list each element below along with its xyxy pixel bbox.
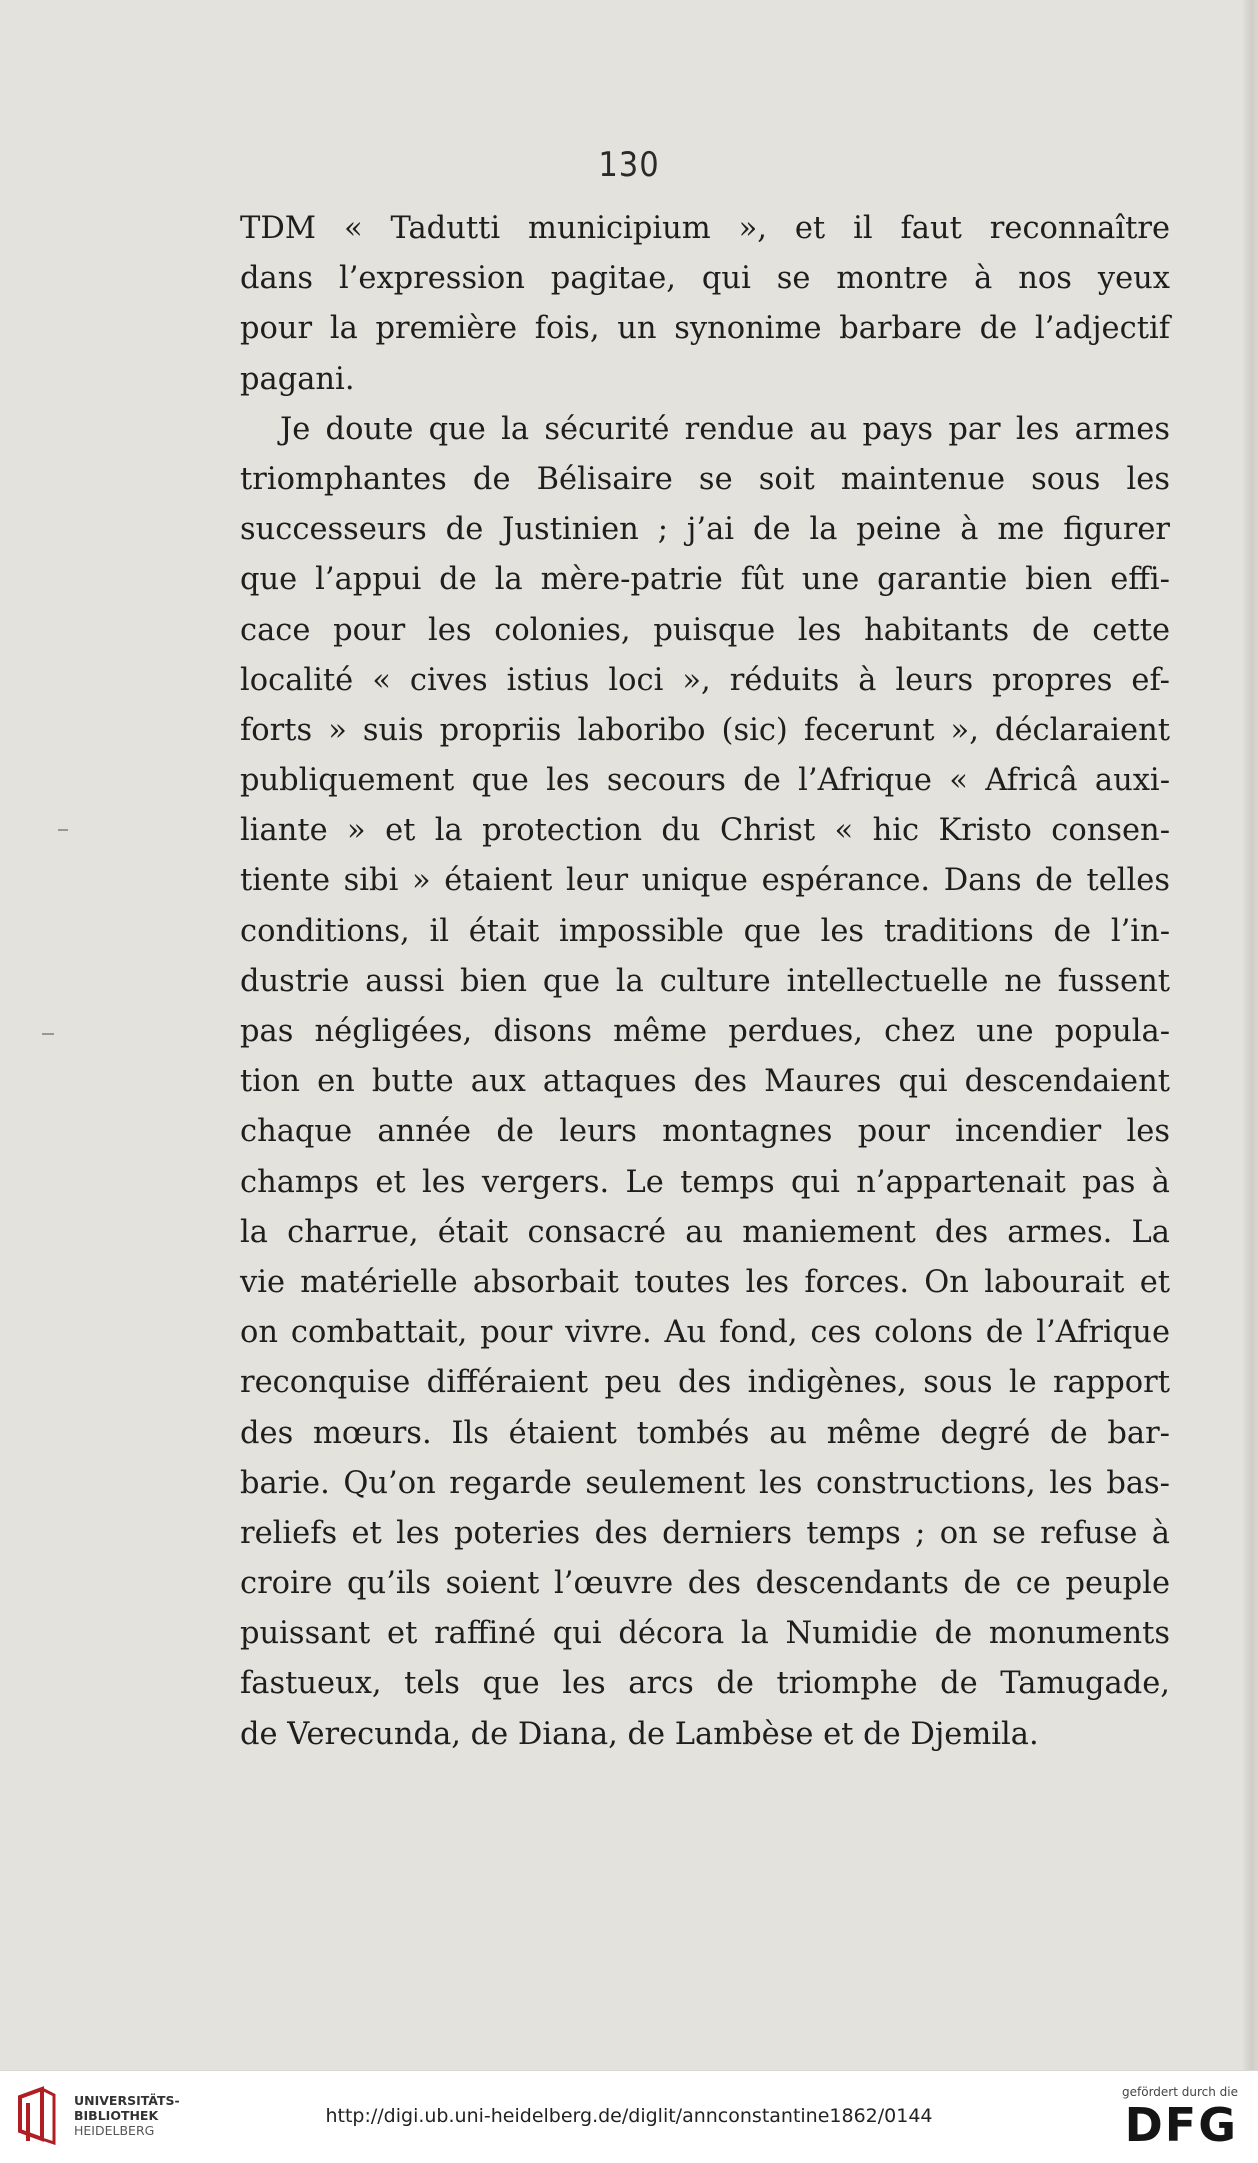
text-line: croire qu’ils soient l’œuvre des descendants de ce peuple xyxy=(240,1566,1170,1602)
text-line: liante » et la protection du Christ « hic Kristo consen- xyxy=(240,813,1170,849)
text-line: pas négligées, disons même perdues, chez une popula- xyxy=(240,1014,1170,1049)
text-line: reconquise différaient peu des indigènes, sous le rapport xyxy=(240,1365,1170,1401)
text-line: barie. Qu’on regarde seulement les constructions, les bas- xyxy=(240,1465,1170,1501)
text-line: que l’appui de la mère-patrie fût une garantie bien effi- xyxy=(240,562,1170,598)
text-line: tion en butte aux attaques des Maures qui descendaient xyxy=(240,1064,1170,1100)
text-line: successeurs de Justinien ; j’ai de la peine à me figurer xyxy=(240,512,1170,548)
text-line: Je doute que la sécurité rendue au pays par les armes xyxy=(280,411,1170,447)
page-number: 130 xyxy=(598,145,660,185)
text-line: tiente sibi » étaient leur unique espérance. Dans de telles xyxy=(240,863,1170,899)
text-line: localité « cives istius loci », réduits à leurs propres ef- xyxy=(240,662,1170,698)
text-line: pour la première fois, un synonime barbare de l’adjectif xyxy=(240,311,1170,347)
sponsor-block xyxy=(1108,2085,1238,2151)
text-line: dans l’expression pagitae, qui se montre à nos yeux xyxy=(240,261,1170,297)
text-line: vie matérielle absorbait toutes les forces. On labourait et xyxy=(240,1264,1170,1300)
text-line: chaque année de leurs montagnes pour incendier les xyxy=(240,1114,1170,1150)
dfg-logo: DFG xyxy=(1124,2098,1238,2152)
text-line: on combattait, pour vivre. Au fond, ces colons de l’Afrique xyxy=(240,1315,1170,1351)
library-name-line: BIBLIOTHEK xyxy=(74,2108,159,2123)
text-line: reliefs et les poteries des derniers temps ; on se refuse à xyxy=(240,1515,1170,1551)
permalink-url[interactable]: http://digi.ub.uni-heidelberg.de/diglit/annconstantine1862/0144 xyxy=(325,2105,933,2127)
body-text xyxy=(240,204,1170,1760)
margin-mark xyxy=(58,829,68,831)
text-line: conditions, il était impossible que les traditions de l’in- xyxy=(240,913,1170,949)
library-name-line: UNIVERSITÄTS- xyxy=(74,2093,180,2108)
text-line: pagani. xyxy=(240,361,355,397)
library-name-line: HEIDELBERG xyxy=(74,2123,155,2138)
text-line: puissant et raffiné qui décora la Numidie de monuments xyxy=(240,1616,1170,1652)
text-line: dustrie aussi bien que la culture intellectuelle ne fussent xyxy=(240,963,1170,999)
text-line: fastueux, tels que les arcs de triomphe de Tamugade, xyxy=(240,1666,1170,1702)
text-line: TDM « Tadutti municipium », et il faut reconnaître xyxy=(240,211,1170,246)
text-line: cace pour les colonies, puisque les habitants de cette xyxy=(240,612,1170,648)
footer-bar xyxy=(0,2070,1258,2163)
page-edge-shadow xyxy=(1242,0,1258,2070)
text-line: triomphantes de Bélisaire se soit maintenue sous les xyxy=(240,461,1170,497)
text-line: forts » suis propriis laboribo (sic) fecerunt », déclaraient xyxy=(240,712,1170,748)
text-line: des mœurs. Ils étaient tombés au même degré de bar- xyxy=(240,1415,1170,1451)
text-line: la charrue, était consacré au maniement des armes. La xyxy=(240,1214,1170,1250)
text-line: publiquement que les secours de l’Afrique « Africâ auxi- xyxy=(240,763,1170,799)
text-line: de Verecunda, de Diana, de Lambèse et de Djemila. xyxy=(240,1716,1039,1752)
text-line: champs et les vergers. Le temps qui n’appartenait pas à xyxy=(240,1164,1170,1200)
margin-mark xyxy=(42,1033,54,1035)
sponsor-caption: gefördert durch die xyxy=(1122,2085,1238,2099)
